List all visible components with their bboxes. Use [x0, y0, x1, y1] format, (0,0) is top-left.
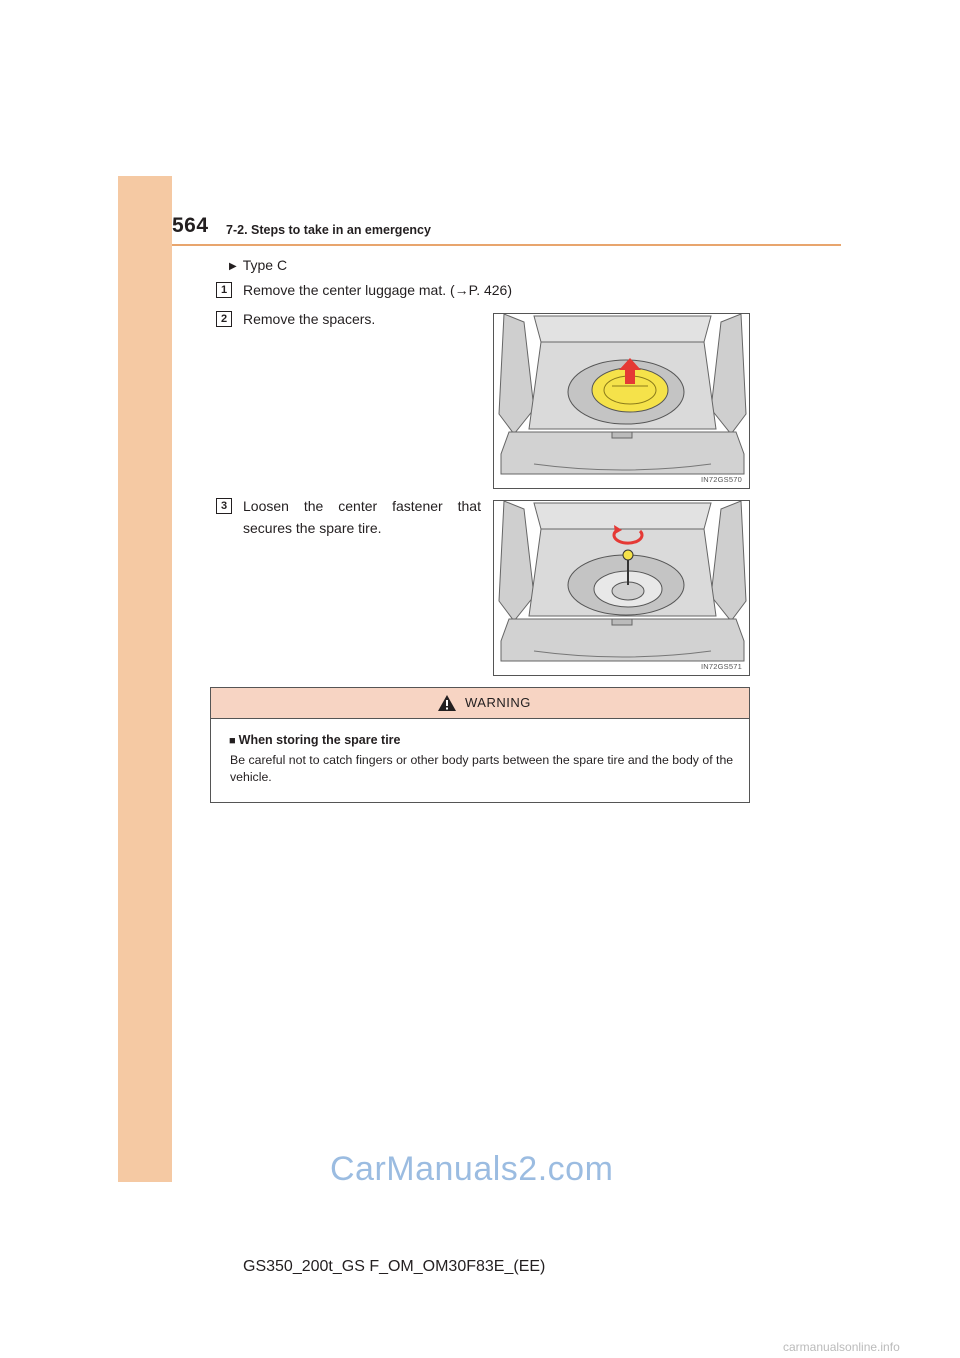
figure-code-2: IN72GS571: [701, 662, 742, 671]
triangle-bullet-icon: ▶: [229, 261, 237, 272]
page-number: 564: [172, 214, 209, 237]
figure-code-1: IN72GS570: [701, 475, 742, 484]
warning-box: [210, 687, 750, 803]
trunk-illustration-spacers: [494, 314, 750, 489]
type-label-text: Type C: [242, 257, 288, 273]
section-title: 7-2. Steps to take in an emergency: [226, 223, 431, 237]
figure-loosen-fastener: [493, 500, 750, 676]
step-text-1: Remove the center luggage mat. (→P. 426): [243, 282, 513, 298]
step-number-2: 2: [216, 311, 232, 327]
step-text-2: Remove the spacers.: [243, 311, 376, 327]
warning-triangle-icon: [437, 694, 457, 712]
trunk-illustration-fastener: [494, 501, 750, 676]
warning-subheading-text: When storing the spare tire: [238, 733, 401, 747]
page-header: [172, 214, 841, 246]
warning-header: [211, 688, 749, 719]
figure-remove-spacers: [493, 313, 750, 489]
warning-title: WARNING: [465, 695, 531, 710]
type-label: [229, 257, 287, 273]
warning-subheading: [229, 733, 401, 747]
footer-model-code: GS350_200t_GS F_OM_OM30F83E_(EE): [243, 1258, 546, 1275]
step-number-3: 3: [216, 498, 232, 514]
watermark-carmanuals2: CarManuals2.com: [330, 1150, 614, 1188]
header-rule: [172, 244, 841, 246]
step-number-1: 1: [216, 282, 232, 298]
side-tab-band: [118, 176, 172, 1182]
warning-body: Be careful not to catch fingers or other body parts between the spare tire and the body of the vehicle.: [230, 753, 734, 784]
step-text-3: Loosen the center fastener that secures the spare tire.: [243, 498, 481, 536]
watermark-carmanualsonline: carmanualsonline.info: [783, 1340, 900, 1354]
square-bullet-icon: ■: [229, 735, 236, 747]
